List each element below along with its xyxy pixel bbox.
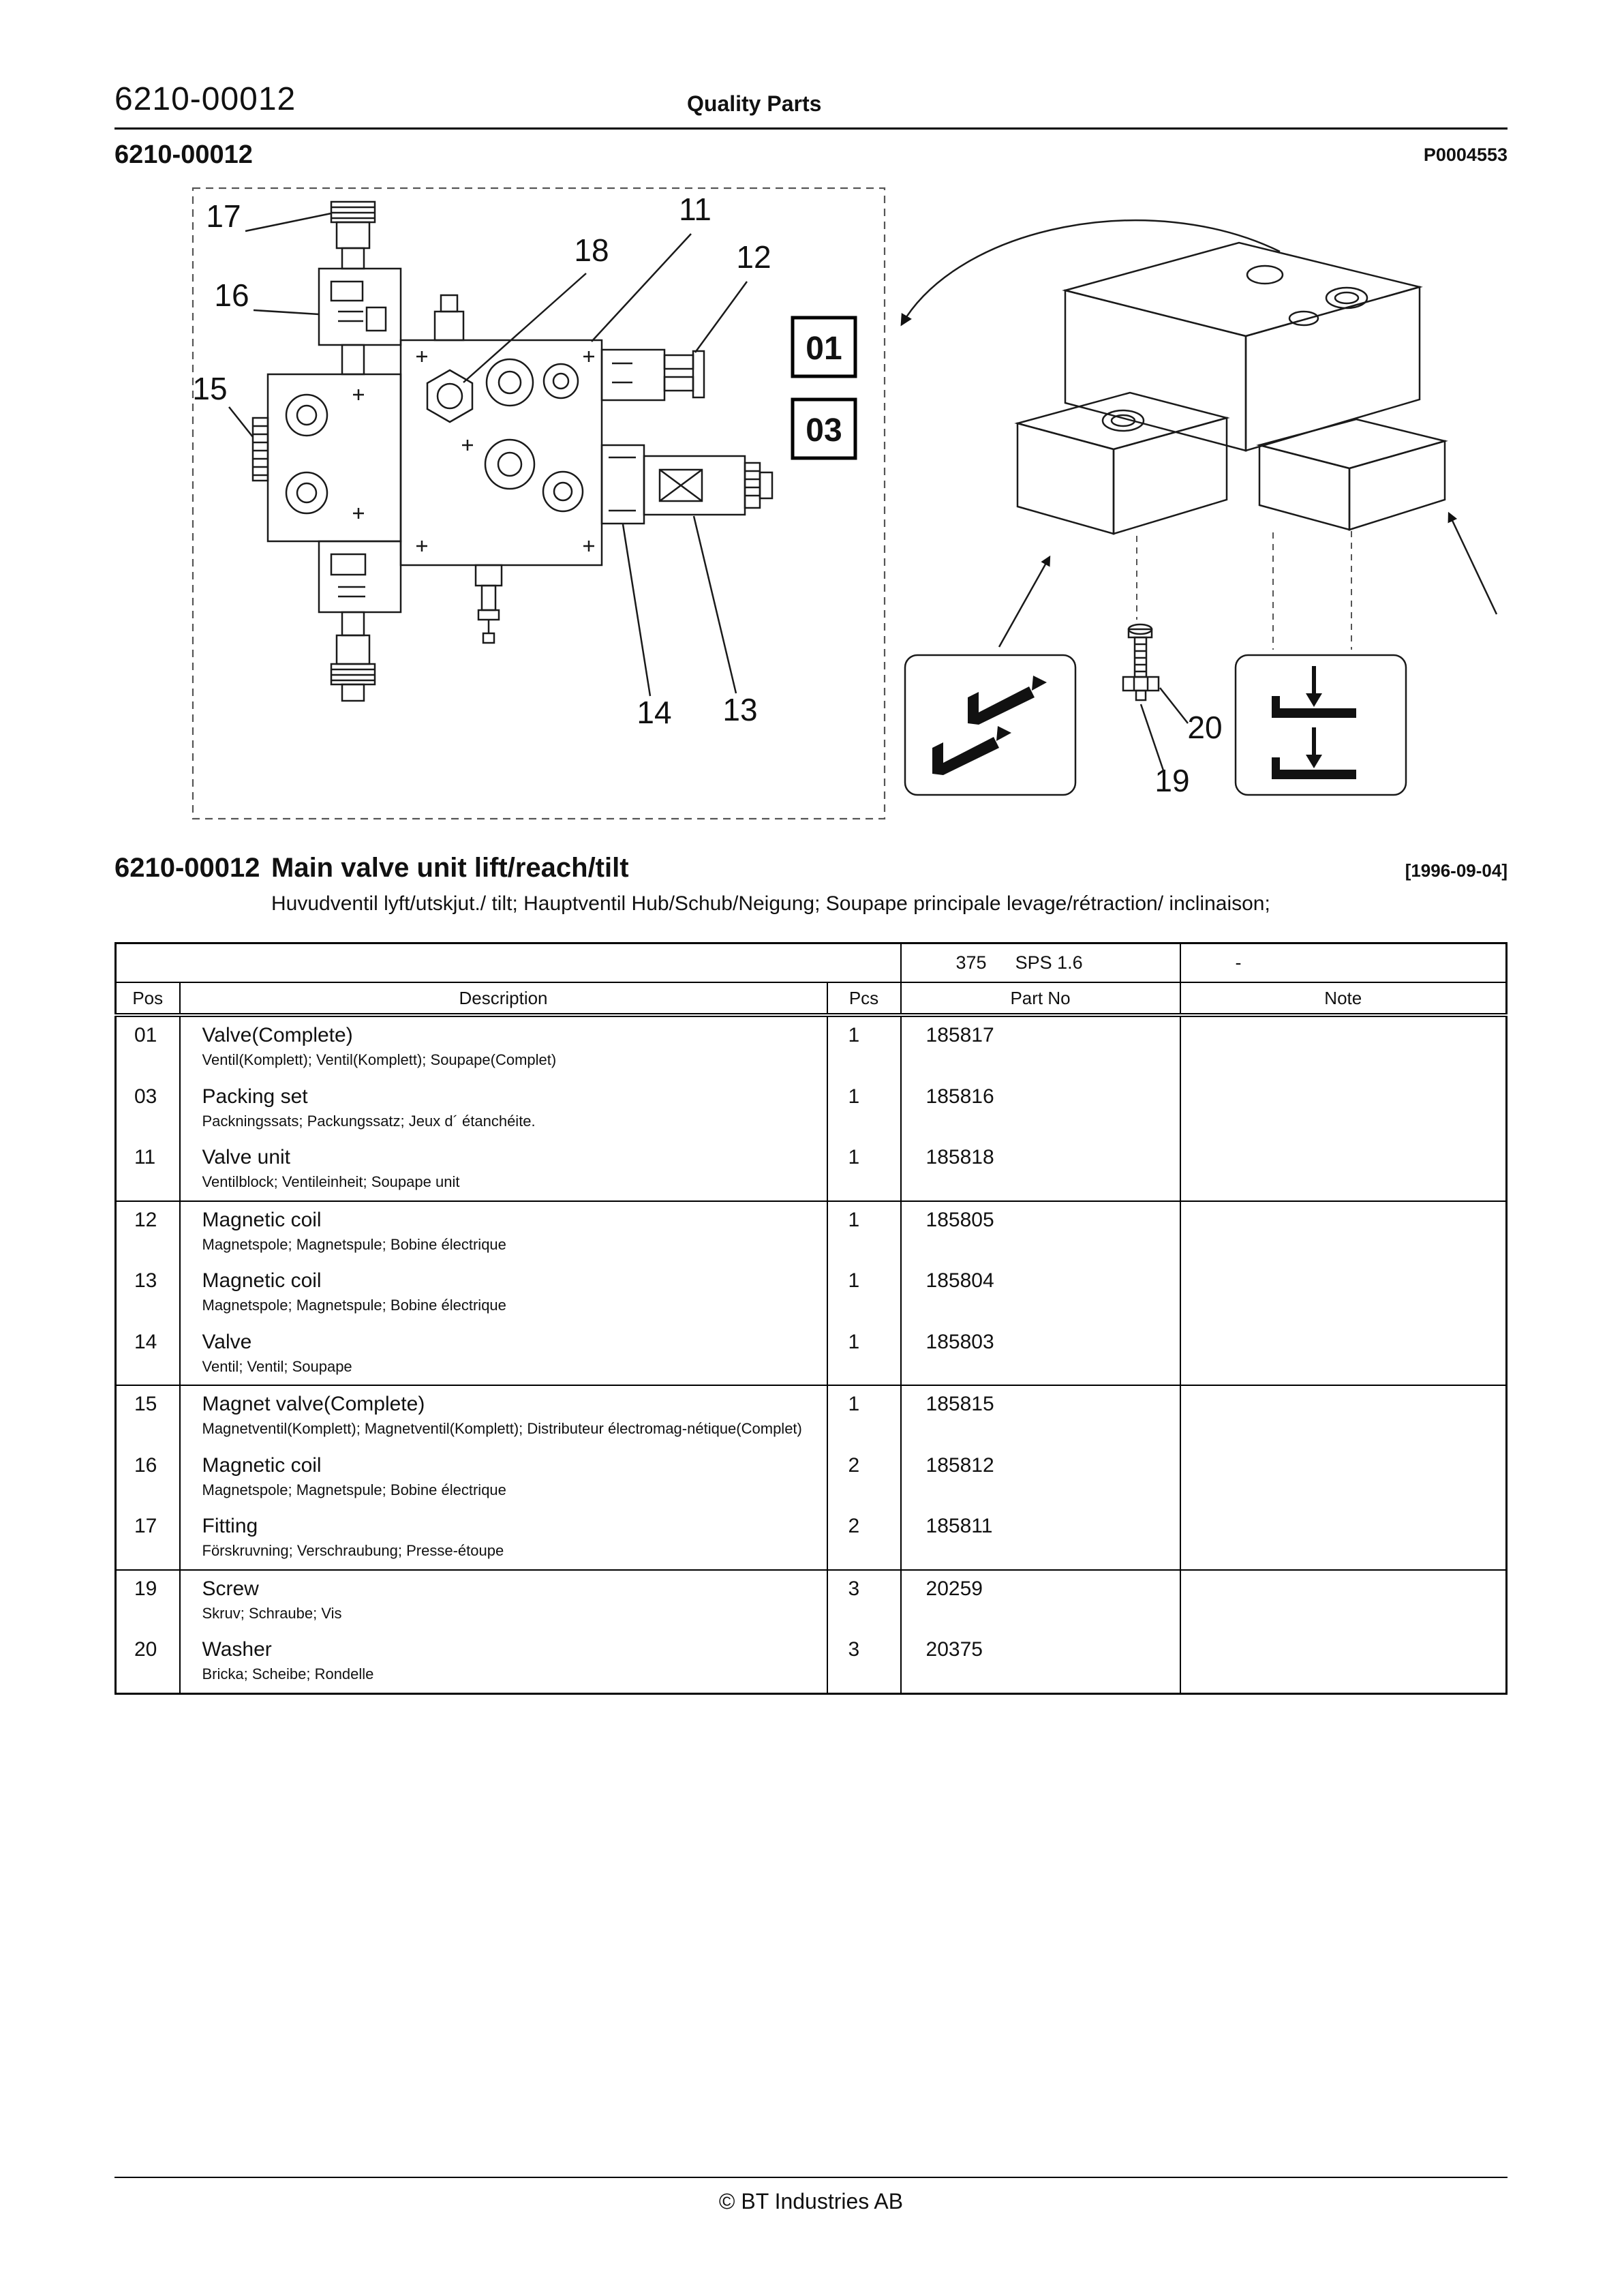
pcs-cell: 1 [827, 1385, 901, 1447]
pcs-cell: 1 [827, 1139, 901, 1201]
pos-cell: 01 [134, 1024, 157, 1047]
description-translations: Bricka; Scheibe; Rondelle [202, 1665, 374, 1683]
description-translations: Magnetspole; Magnetspule; Bobine électrique [202, 1235, 506, 1253]
detail-view-dashed-frame [193, 188, 885, 819]
description-cell [180, 1447, 827, 1509]
valve-14-coil-13-drawing [602, 445, 772, 524]
pos-cell: 12 [134, 1208, 157, 1231]
sub-header [114, 140, 1508, 170]
section-number: 6210-00012 [114, 853, 260, 883]
description-cell [180, 1015, 827, 1078]
description-cell [180, 1263, 827, 1324]
header-note: Note [1180, 982, 1507, 1015]
header-pos: Pos [116, 982, 180, 1015]
lift-function-icon [1236, 655, 1406, 795]
tilt-function-icon [905, 655, 1075, 795]
document-number: 6210-00012 [114, 81, 296, 117]
pos-cell: 14 [116, 1324, 180, 1386]
description-main: Screw [202, 1577, 259, 1600]
pcs-cell: 2 [827, 1508, 901, 1570]
callout-12: 12 [736, 239, 771, 275]
description-translations: Packningssats; Packungssatz; Jeux d´ étanchéite. [202, 1112, 536, 1130]
meta-empty-cell [116, 943, 901, 982]
mount-arrow-left [999, 557, 1050, 647]
plate-reference-code: P0004553 [1423, 145, 1508, 165]
section-heading [114, 853, 1508, 883]
boxed-label-03: 03 [806, 412, 842, 449]
description-cell [180, 1570, 827, 1632]
table-row [116, 1015, 1507, 1078]
header-description: Description [180, 982, 827, 1015]
meta-model-code: 375 [955, 952, 987, 973]
note-cell [1180, 1201, 1507, 1263]
part-no-cell: 185811 [901, 1508, 1180, 1570]
magnet-valve-15-drawing [253, 202, 401, 701]
meta-note-cell: - [1180, 943, 1507, 982]
manifold-iso-drawing [1017, 243, 1445, 534]
description-main: Magnet valve(Complete) [202, 1393, 425, 1416]
pcs-cell: 3 [827, 1631, 901, 1693]
assembly-number: 6210-00012 [114, 140, 253, 169]
header-part-no: Part No [901, 982, 1180, 1015]
description-main: Packing set [202, 1085, 308, 1108]
note-cell [1180, 1385, 1507, 1447]
valve-unit-drawing [401, 295, 602, 643]
note-cell [1180, 1015, 1507, 1078]
section-title: Main valve unit lift/reach/tilt [271, 853, 629, 883]
pos-cell: 20 [134, 1638, 157, 1661]
part-no-cell: 185816 [901, 1078, 1180, 1140]
callout-20: 20 [1187, 710, 1223, 745]
pos-cell: 03 [134, 1085, 157, 1108]
pcs-cell: 1 [827, 1078, 901, 1140]
part-no-cell: 185815 [901, 1385, 1180, 1447]
description-cell [180, 1139, 827, 1201]
part-no-cell: 185804 [901, 1263, 1180, 1324]
description-cell [180, 1631, 827, 1693]
callout-14: 14 [637, 695, 672, 730]
description-cell [180, 1201, 827, 1263]
description-translations: Ventil(Komplett); Ventil(Komplett); Soupape(Complet) [202, 1051, 557, 1069]
position-03-label [793, 399, 855, 458]
parts-table [114, 942, 1508, 1695]
note-cell [1180, 1508, 1507, 1570]
description-translations: Magnetspole; Magnetspule; Bobine électrique [202, 1297, 506, 1314]
table-header-row [116, 982, 1507, 1015]
callout-17: 17 [206, 198, 241, 234]
description-main: Magnetic coil [202, 1453, 322, 1477]
pos-cell: 11 [116, 1139, 180, 1201]
part-no-cell: 20259 [901, 1570, 1180, 1632]
part-no-cell: 185818 [901, 1139, 1180, 1201]
callout-16: 16 [214, 277, 249, 313]
note-cell [1180, 1263, 1507, 1324]
meta-sps-version: SPS 1.6 [1015, 952, 1083, 973]
description-translations: Magnetventil(Komplett); Magnetventil(Komplett); Distributeur électromag-nétique(Complet) [202, 1420, 802, 1438]
table-row [116, 1570, 1507, 1632]
note-cell [1180, 1324, 1507, 1386]
pos-cell: 15 [134, 1393, 157, 1416]
page-footer [114, 2177, 1508, 2214]
callout-19: 19 [1154, 763, 1190, 798]
description-translations: Ventil; Ventil; Soupape [202, 1357, 352, 1375]
table-row [116, 1631, 1507, 1693]
masthead [114, 80, 1508, 130]
part-no-cell: 185805 [901, 1201, 1180, 1263]
pcs-cell: 1 [827, 1263, 901, 1324]
section-date: [1996-09-04] [1405, 860, 1508, 881]
note-cell [1180, 1570, 1507, 1632]
leader-lines [229, 213, 1188, 772]
callout-15: 15 [192, 371, 228, 406]
description-main: Fitting [202, 1515, 258, 1538]
description-cell [180, 1324, 827, 1386]
table-row [116, 1447, 1507, 1509]
pcs-cell: 2 [827, 1447, 901, 1509]
table-row [116, 1324, 1507, 1386]
description-main: Valve unit [202, 1146, 291, 1169]
pos-cell: 16 [134, 1453, 157, 1477]
note-cell [1180, 1078, 1507, 1140]
diagram-canvas [114, 178, 1508, 826]
note-cell [1180, 1447, 1507, 1509]
callout-13: 13 [722, 692, 758, 727]
table-row [116, 1263, 1507, 1324]
boxed-label-01: 01 [806, 331, 842, 367]
exploded-view-diagram [114, 178, 1508, 826]
section-translations: Huvudventil lyft/utskjut./ tilt; Hauptventil Hub/Schub/Neigung; Soupape principale levage/rétraction/ inclinaison; [271, 892, 1270, 915]
detail-pointer-arrow [902, 220, 1280, 324]
pcs-cell: 1 [827, 1201, 901, 1263]
description-translations: Ventilblock; Ventileinheit; Soupape unit [202, 1173, 460, 1191]
pcs-cell: 3 [827, 1570, 901, 1632]
note-cell [1180, 1139, 1507, 1201]
screw-washer-drawing [1123, 624, 1159, 700]
table-row [116, 1385, 1507, 1447]
description-translations: Förskruvning; Verschraubung; Presse-étoupe [202, 1542, 504, 1560]
pos-cell: 13 [134, 1269, 157, 1293]
description-cell [180, 1078, 827, 1140]
description-translations: Magnetspole; Magnetspule; Bobine électrique [202, 1481, 506, 1498]
part-no-cell: 185803 [901, 1324, 1180, 1386]
copyright-text: © BT Industries AB [718, 2189, 904, 2214]
catalog-name: Quality Parts [687, 91, 822, 116]
pos-cell: 17 [116, 1508, 180, 1570]
header-pcs: Pcs [827, 982, 901, 1015]
position-01-label [793, 318, 855, 376]
description-cell [180, 1385, 827, 1447]
description-main: Valve [202, 1330, 252, 1353]
callout-18: 18 [574, 232, 609, 268]
table-row [116, 1201, 1507, 1263]
pcs-cell: 1 [827, 1324, 901, 1386]
callout-11: 11 [679, 192, 711, 227]
description-translations: Skruv; Schraube; Vis [202, 1604, 342, 1622]
description-main: Valve(Complete) [202, 1024, 353, 1047]
pcs-cell: 1 [827, 1015, 901, 1078]
description-main: Magnetic coil [202, 1269, 322, 1293]
description-main: Washer [202, 1638, 272, 1661]
note-cell [1180, 1631, 1507, 1693]
assembly-drop-lines [1137, 531, 1351, 650]
description-main: Magnetic coil [202, 1208, 322, 1231]
meta-model-cell [901, 943, 1180, 982]
mount-arrow-right [1449, 513, 1497, 614]
part-no-cell: 185812 [901, 1447, 1180, 1509]
part-no-cell: 185817 [901, 1015, 1180, 1078]
magnetic-coil-12-drawing [602, 350, 704, 400]
pos-cell: 19 [134, 1577, 157, 1600]
table-row [116, 1139, 1507, 1201]
table-row [116, 1508, 1507, 1570]
part-no-cell: 20375 [901, 1631, 1180, 1693]
table-row [116, 1078, 1507, 1140]
description-cell [180, 1508, 827, 1570]
table-meta-row [116, 943, 1507, 982]
